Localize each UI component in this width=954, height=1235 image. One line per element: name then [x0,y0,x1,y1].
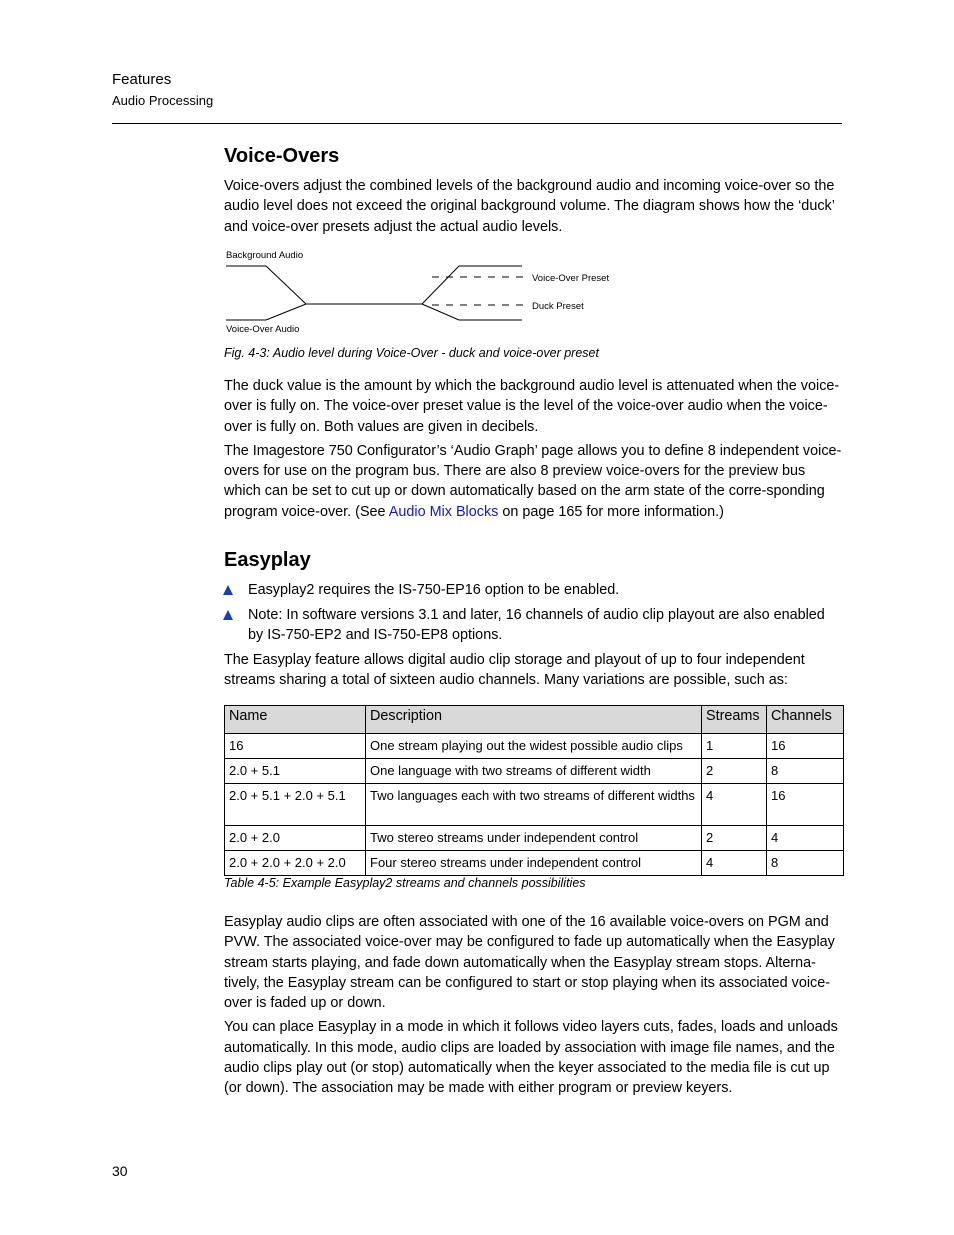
table-cell: 16 [767,734,844,759]
table-row [225,784,844,826]
table-cell: 8 [767,759,844,784]
easyplay-intro-text: The Easyplay feature allows digital audio clip storage and playout of up to four independent streams sharing a total of sixteen audio channels. Many variations are possible, such as: [224,652,805,689]
background-return-ramp [422,304,459,320]
table-cell: One stream playing out the widest possible audio clips [366,734,702,759]
bullet-item [223,580,843,600]
voiceovers-heading: Voice-Overs [224,145,340,167]
table-header-row [225,706,844,734]
table-cell: 2.0 + 5.1 + 2.0 + 5.1 [225,784,366,826]
voiceover-diagram [224,246,624,338]
label-voiceover-audio: Voice-Over Audio [226,324,300,335]
voiceover-fade-ramp [422,266,459,304]
figure-caption: Fig. 4-3: Audio level during Voice-Over - duck and voice-over preset [224,346,599,360]
table-cell: 4 [702,784,767,826]
bullet-item [223,605,843,646]
label-background-audio: Background Audio [226,250,304,261]
header-rule [112,123,842,124]
table-cell: 2 [702,759,767,784]
table-cell: 2.0 + 5.1 [225,759,366,784]
table-caption: Table 4-5: Example Easyplay2 streams and channels possibilities [224,876,586,890]
configurator-description [224,441,844,522]
table-cell: One language with two streams of different width [366,759,702,784]
easyplay-follow-mode: You can place Easyplay in a mode in which it follows video layers cuts, fades, loads and unloads automatically. In this mode, audio clips are loaded by association with image file names, and the audio clips play out (or stop) automatically when the keyer associated to the media file is cut up (or down). The association may be made with either program or preview keyers. [224,1019,838,1097]
voiceovers-intro-text: Voice-overs adjust the combined levels of the background audio and incoming voice-over so the audio level does not exceed the original background volume. The diagram shows how the ‘duck’ and voice-over presets adjust the actual audio levels. [224,178,835,235]
configurator-text-before: The Imagestore 750 Configurator’s ‘Audio Graph’ page allows you to define 8 independent voice-overs for use on the program bus. There are also 8 preview voice-overs for the preview bus which can be set to cut up or down automatically based on the arm state of the corre-sponding program voice-over. (See [224,442,842,520]
bullet-text: Easyplay2 requires the IS-750-EP16 option to be enabled. [248,582,620,598]
audio-mix-blocks-link[interactable]: Audio Mix Blocks [388,503,499,520]
running-header-section: Features [112,71,172,88]
triangle-bullet-icon [223,585,233,595]
label-voiceover-preset: Voice-Over Preset [532,273,610,284]
table-row [225,759,844,784]
triangle-bullet-icon [223,610,233,620]
table-cell: 2.0 + 2.0 + 2.0 + 2.0 [225,851,366,876]
column-header: Channels [767,706,844,734]
easyplay-voiceover-association: Easyplay audio clips are often associated with one of the 16 available voice-overs on PGM and PVW. The associated voice-over may be configured to fade up automatically when the Easyplay stream starts playing, and fade down automatically when the Easyplay stream stops. Alterna-tively, the Easyplay stream can be configured to start or stop playing when its associated voice-over is faded up or down. [224,914,835,1012]
table-cell: 4 [767,826,844,851]
voiceovers-body [224,376,844,526]
table-cell: 16 [767,784,844,826]
easyplay-body [224,912,844,1103]
table-cell: 16 [225,734,366,759]
easyplay-streams-table [224,705,844,876]
column-header: Description [366,706,702,734]
table-row [225,851,844,876]
table-row [225,826,844,851]
table-cell: Two stereo streams under independent control [366,826,702,851]
easyplay-intro [224,650,844,695]
easyplay-heading: Easyplay [224,549,311,571]
column-header: Streams [702,706,767,734]
voiceover-up-ramp [266,304,306,320]
table-cell: 2 [702,826,767,851]
table-cell: 2.0 + 2.0 [225,826,366,851]
configurator-text-after: on page 165 for more information.) [498,503,724,520]
voiceovers-intro [224,176,844,241]
page-number: 30 [112,1163,128,1179]
table-cell: 8 [767,851,844,876]
table-cell: 4 [702,851,767,876]
duck-description: The duck value is the amount by which the background audio level is attenuated when the voice-over is fully on. The voice-over preset value is the level of the voice-over audio when the voice-over is fully on. Both values are given in decibels. [224,378,840,435]
table-row [225,734,844,759]
label-duck-preset: Duck Preset [532,301,584,312]
background-duck-ramp [266,266,306,304]
table-cell: 1 [702,734,767,759]
column-header: Name [225,706,366,734]
running-header-subsection: Audio Processing [112,93,214,108]
table-cell: Four stereo streams under independent control [366,851,702,876]
bullet-text: Note: In software versions 3.1 and later, 16 channels of audio clip playout are also enabled by IS-750-EP2 and IS-750-EP8 options. [248,607,825,644]
table-cell: Two languages each with two streams of different widths [366,784,702,826]
